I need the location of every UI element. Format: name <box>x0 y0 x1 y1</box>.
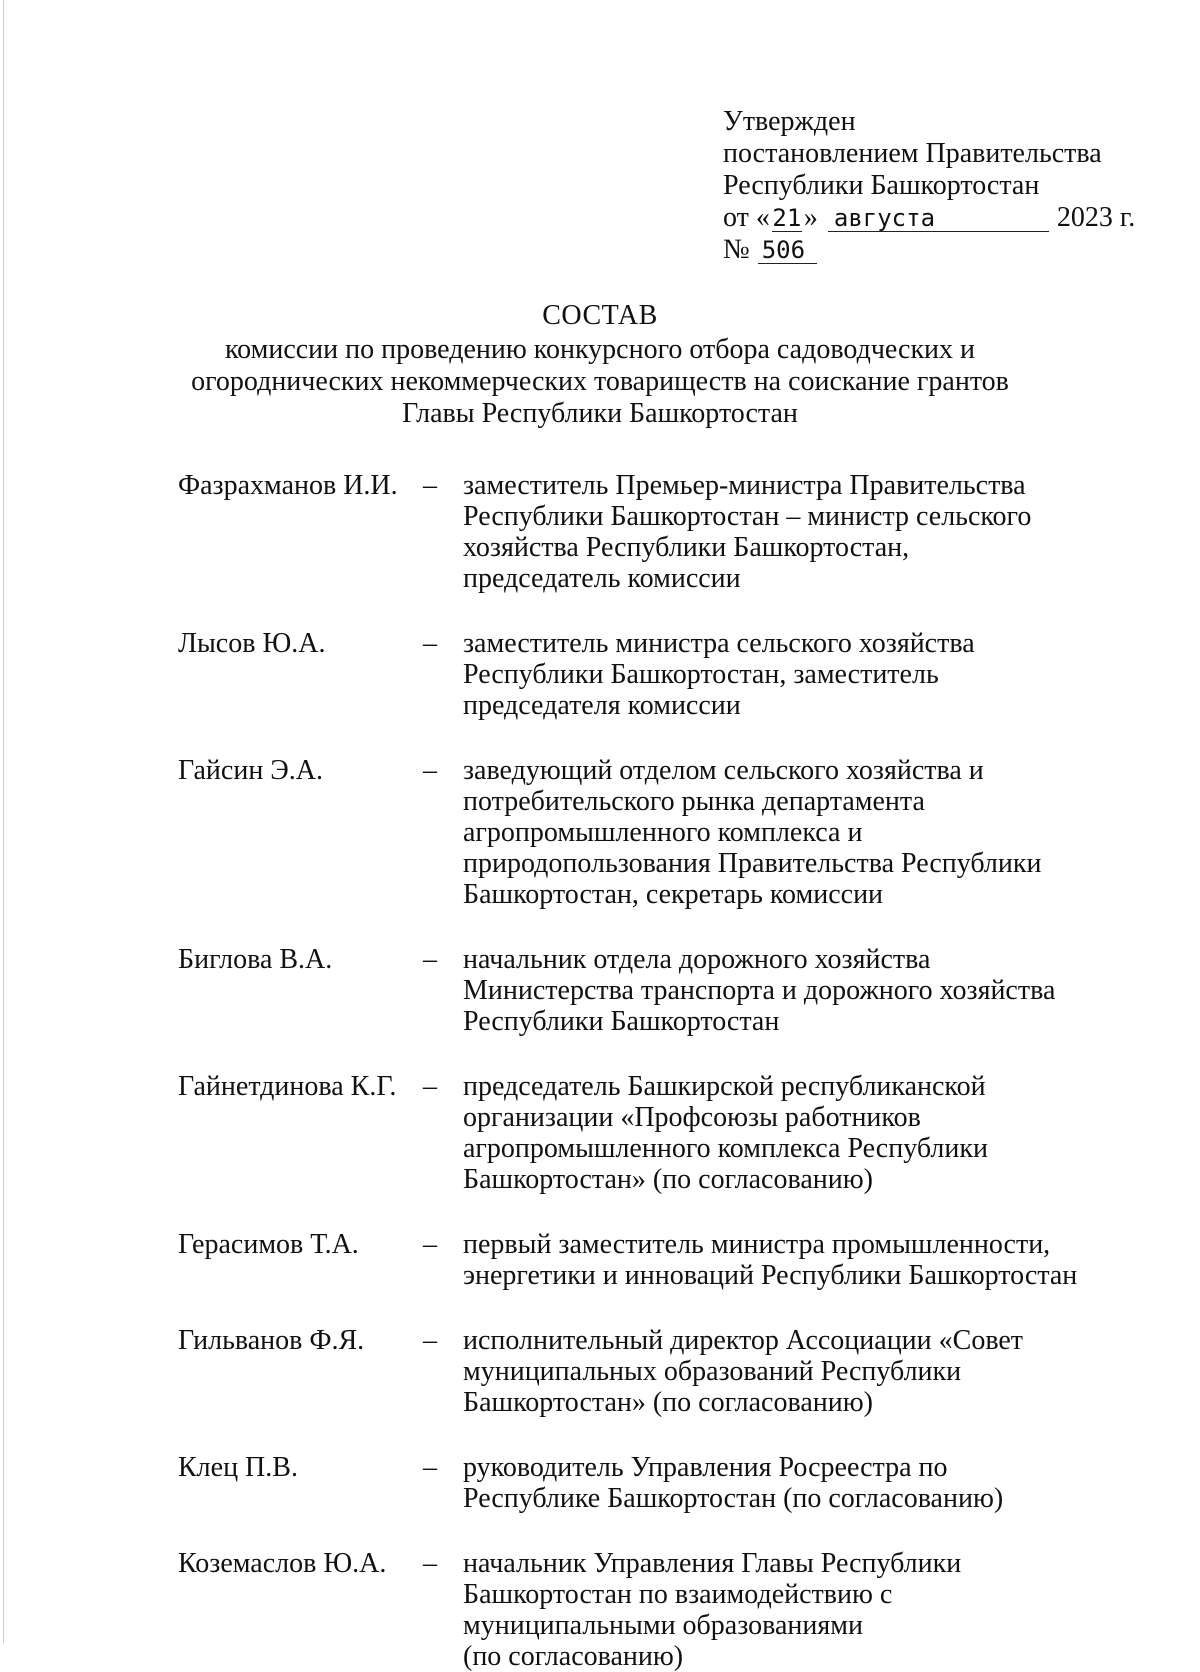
member-role-line: первый заместитель министра промышленности, <box>463 1229 1051 1260</box>
member-role-line: (по согласованию) <box>463 1641 684 1672</box>
date-day: 21 <box>772 204 802 232</box>
member-dash: – <box>423 1071 437 1102</box>
member-role <box>463 1071 1118 1195</box>
subtitle-line: Главы Республики Башкортостан <box>402 398 798 429</box>
approval-date-line <box>723 202 1163 234</box>
member-row <box>178 944 1118 1037</box>
member-role <box>463 1325 1118 1418</box>
member-dash: – <box>423 1548 437 1579</box>
member-dash: – <box>423 755 437 786</box>
scan-margin-line <box>3 0 4 1643</box>
number-prefix: № <box>723 234 750 265</box>
member-role-line: председатель Башкирской республиканской <box>463 1071 986 1102</box>
member-role <box>463 1229 1118 1291</box>
member-dash: – <box>423 1325 437 1356</box>
member-role-line: заместитель Премьер-министра Правительства <box>463 470 1026 501</box>
member-role-line: природопользования Правительства Республики <box>463 848 1042 879</box>
member-role-line: председатель комиссии <box>463 563 741 594</box>
member-role-line: энергетики и инноваций Республики Башкортостан <box>463 1260 1078 1291</box>
member-role <box>463 1548 1118 1672</box>
member-role <box>463 1452 1118 1514</box>
member-role-line: исполнительный директор Ассоциации «Совет <box>463 1325 1024 1356</box>
member-row <box>178 1229 1118 1291</box>
member-row <box>178 1548 1118 1672</box>
document-heading <box>0 298 1200 430</box>
member-role-line: Башкортостан» (по согласованию) <box>463 1387 873 1418</box>
member-role-line: Республики Башкортостан – министр сельского <box>463 501 1032 532</box>
member-role <box>463 628 1118 721</box>
member-name: Герасимов Т.А. <box>178 1229 359 1260</box>
member-row <box>178 1452 1118 1514</box>
member-role-line: Министерства транспорта и дорожного хозяйства <box>463 975 1056 1006</box>
member-dash: – <box>423 470 437 501</box>
member-name: Гайнетдинова К.Г. <box>178 1071 397 1102</box>
member-role-line: заведующий отделом сельского хозяйства и <box>463 755 984 786</box>
member-role-line: Республики Башкортостан <box>463 1006 780 1037</box>
member-role-line: председателя комиссии <box>463 690 741 721</box>
member-role-line: начальник Управления Главы Республики <box>463 1548 962 1579</box>
date-year: 2023 г. <box>1056 202 1136 233</box>
member-role-line: Башкортостан» (по согласованию) <box>463 1164 873 1195</box>
member-role <box>463 944 1118 1037</box>
member-dash: – <box>423 1229 437 1260</box>
member-role-line: муниципальными образованиями <box>463 1610 863 1641</box>
approval-number-line <box>723 234 1163 266</box>
member-role <box>463 755 1118 910</box>
subtitle-line: огороднических некоммерческих товариществ на соискание грантов <box>191 366 1009 397</box>
member-name: Гильванов Ф.Я. <box>178 1325 365 1356</box>
member-row <box>178 1325 1118 1418</box>
member-role-line: Республике Башкортостан (по согласованию) <box>463 1483 1004 1514</box>
approval-line-approved: Утвержден <box>723 106 856 137</box>
member-role-line: агропромышленного комплекса и <box>463 817 863 848</box>
document-title: СОСТАВ <box>542 300 658 331</box>
member-role-line: руководитель Управления Росреестра по <box>463 1452 948 1483</box>
date-prefix: от « <box>723 202 770 233</box>
approval-stamp-block <box>723 106 1163 266</box>
member-role-line: Башкортостан, секретарь комиссии <box>463 879 884 910</box>
member-dash: – <box>423 944 437 975</box>
member-role-line: начальник отдела дорожного хозяйства <box>463 944 931 975</box>
member-role-line: Республики Башкортостан, заместитель <box>463 659 939 690</box>
member-role-line: хозяйства Республики Башкортостан, <box>463 532 910 563</box>
member-row <box>178 755 1118 910</box>
date-month: августа <box>828 205 1049 232</box>
document-number: 506 <box>758 237 817 264</box>
document-subtitle <box>150 334 1050 430</box>
member-name: Гайсин Э.А. <box>178 755 324 786</box>
member-name: Клец П.В. <box>178 1452 298 1483</box>
member-role-line: агропромышленного комплекса Республики <box>463 1133 988 1164</box>
member-role-line: заместитель министра сельского хозяйства <box>463 628 975 659</box>
member-row <box>178 628 1118 721</box>
subtitle-line: комиссии по проведению конкурсного отбора садоводческих и <box>224 334 976 365</box>
member-name: Фазрахманов И.И. <box>178 470 398 501</box>
member-row <box>178 470 1118 594</box>
member-role-line: организации «Профсоюзы работников <box>463 1102 921 1133</box>
member-name: Коземаслов Ю.А. <box>178 1548 387 1579</box>
member-role-line: потребительского рынка департамента <box>463 786 925 817</box>
member-role-line: Башкортостан по взаимодействию с <box>463 1579 893 1610</box>
date-day-suffix: » <box>803 202 818 233</box>
member-name: Биглова В.А. <box>178 944 333 975</box>
member-name: Лысов Ю.А. <box>178 628 326 659</box>
commission-members-list <box>178 470 1118 1672</box>
member-role <box>463 470 1118 594</box>
member-dash: – <box>423 628 437 659</box>
approval-line-republic: Республики Башкортостан <box>723 170 1040 201</box>
approval-line-resolution: постановлением Правительства <box>723 138 1102 169</box>
member-row <box>178 1071 1118 1195</box>
member-role-line: муниципальных образований Республики <box>463 1356 962 1387</box>
member-dash: – <box>423 1452 437 1483</box>
